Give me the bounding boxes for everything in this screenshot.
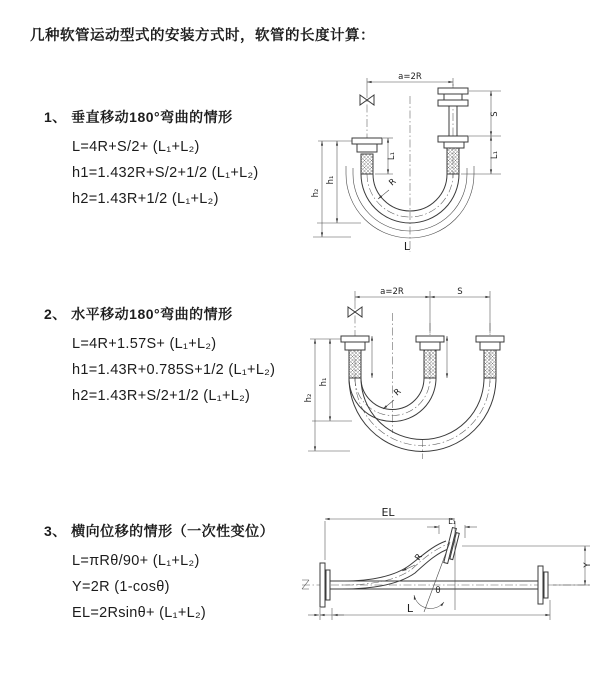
flange-nut: [420, 342, 440, 350]
dim-label-el: EL: [381, 506, 395, 519]
dim-label-l1-left: L₁: [387, 151, 397, 161]
dim-label-l1-right: L₁: [490, 150, 500, 160]
braid-section: [484, 350, 496, 378]
dim-label-s: S: [457, 287, 463, 297]
doc-title: 几种软管运动型式的安装方式时，软管的长度计算：: [30, 28, 375, 44]
radius-label: R: [392, 386, 404, 399]
flange: [438, 136, 468, 142]
hose-wall: [342, 541, 446, 581]
formula-line: EL=2Rsinθ+ (L₁+L₂): [72, 605, 207, 621]
flange-nut: [444, 142, 464, 148]
section-horizontal-move: [44, 305, 275, 409]
dim-label-y: Y: [583, 562, 593, 568]
flange: [538, 566, 543, 604]
section-1-formulas: [72, 134, 259, 212]
flange-nut: [444, 94, 462, 100]
flange: [352, 138, 382, 144]
section-2-formulas: [72, 331, 275, 409]
dim-label-a2r: a=2R: [398, 72, 422, 82]
length-label: L: [403, 240, 411, 253]
dim-label-h2: h₂: [311, 188, 321, 198]
angle-arc: [414, 595, 444, 608]
diagram-lateral-displacement: [298, 500, 598, 648]
section-2-heading: 2、 水平移动180°弯曲的情形: [44, 306, 233, 322]
diagram-vertical-bend: [305, 66, 595, 258]
dim-label-a2r: a=2R: [380, 287, 404, 297]
formula-line: L=4R+1.57S+ (L₁+L₂): [72, 336, 217, 352]
flange-nut: [326, 570, 330, 600]
angle-label: θ: [435, 586, 441, 596]
formula-line: Y=2R (1-cosθ): [72, 579, 170, 595]
formula-line: L=4R+S/2+ (L₁+L₂): [72, 139, 200, 155]
length-label: L: [406, 602, 414, 615]
section-1-heading: 1、 垂直移动180°弯曲的情形: [44, 109, 233, 125]
flange: [341, 336, 369, 342]
diagram-horizontal-bend: [300, 283, 600, 465]
tilted-flange: [444, 528, 460, 565]
section-vertical-move: [44, 108, 259, 212]
section-3-formulas: [72, 548, 274, 626]
radius-label: R: [387, 176, 399, 189]
hose-centerline: [342, 544, 448, 585]
formula-line: h1=1.432R+S/2+1/2 (L₁+L₂): [72, 165, 259, 181]
flange: [476, 336, 504, 342]
dim-label-h2: h₂: [304, 393, 314, 403]
section-lateral-displacement: [44, 522, 274, 626]
section-3-heading: 3、 横向位移的情形（一次性变位）: [44, 523, 275, 539]
flange: [438, 100, 468, 106]
flange: [416, 336, 444, 342]
formula-line: L=πRθ/90+ (L₁+L₂): [72, 553, 200, 569]
formula-line: h1=1.43R+0.785S+1/2 (L₁+L₂): [72, 362, 276, 378]
dim-label-s: S: [490, 111, 500, 117]
break-mark: [302, 580, 309, 589]
flange: [320, 563, 325, 607]
braid-section: [361, 154, 373, 174]
braid-section: [447, 148, 459, 174]
braid-section: [349, 350, 361, 378]
radius-construction-line: [424, 542, 450, 612]
flange: [438, 88, 468, 94]
dim-label-h1: h₁: [326, 175, 336, 185]
flange-nut: [345, 342, 365, 350]
dim-label-h1: h₁: [319, 377, 329, 387]
braid-section: [424, 350, 436, 378]
flange-nut: [544, 572, 548, 598]
formula-line: h2=1.43R+S/2+1/2 (L₁+L₂): [72, 388, 251, 404]
flange-nut: [480, 342, 500, 350]
dim-label-l1: L₁: [448, 517, 456, 526]
formula-line: h2=1.43R+1/2 (L₁+L₂): [72, 191, 219, 207]
radius-label: R: [413, 552, 425, 563]
flange-nut: [357, 144, 377, 152]
